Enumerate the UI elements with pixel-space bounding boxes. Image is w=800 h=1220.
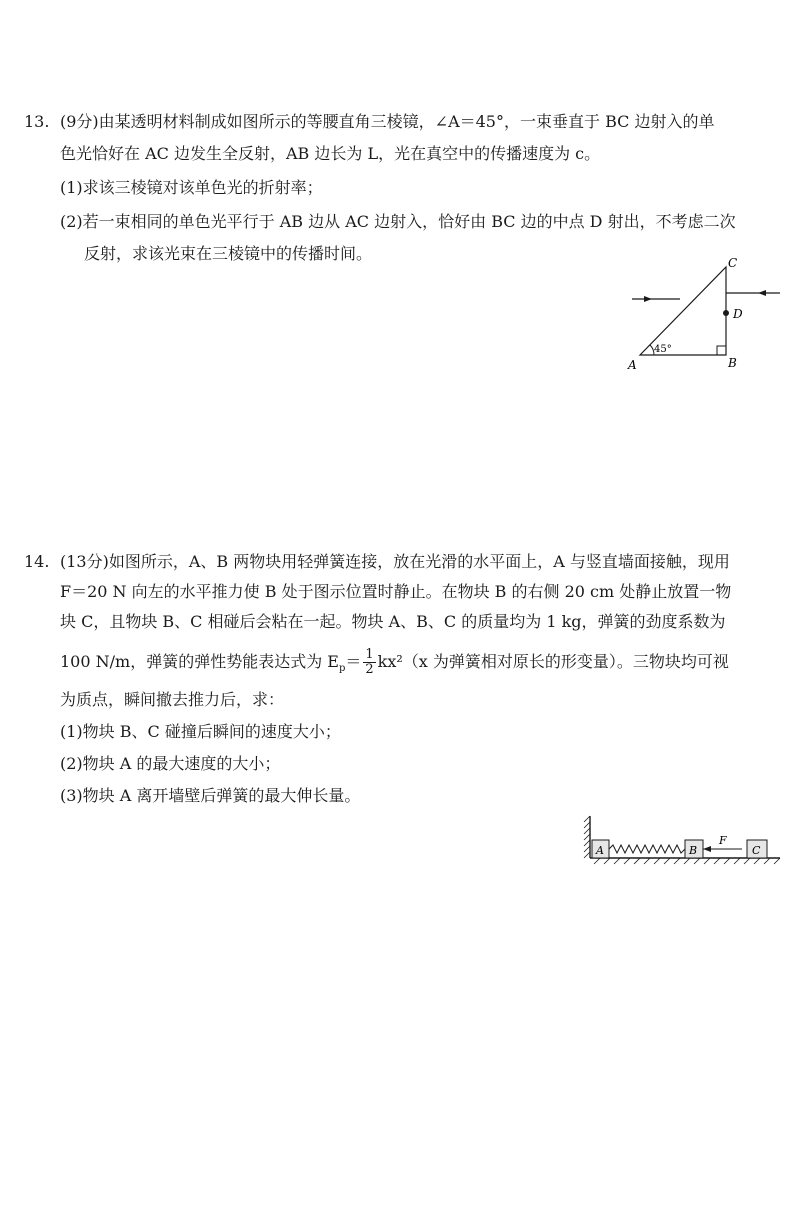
question-text-line-formula bbox=[60, 646, 729, 685]
label-d: D bbox=[733, 307, 743, 321]
label-a: A bbox=[628, 358, 637, 372]
midpoint-d-dot bbox=[723, 310, 729, 316]
fraction bbox=[363, 648, 375, 677]
block-b-label: B bbox=[689, 844, 698, 857]
arrow-left-icon bbox=[758, 290, 766, 296]
wall-hatching bbox=[584, 816, 590, 858]
sub-question-2: (2)若一束相同的单色光平行于 AB 边从 AC 边射入，恰好由 BC 边的中点 D 射出，不考虑二次 bbox=[60, 212, 736, 231]
question-text-line: (9分)由某透明材料制成如图所示的等腰直角三棱镜，∠A＝45°，一束垂直于 BC 边射入的单 bbox=[60, 112, 715, 131]
sub-question-2: (2)物块 A 的最大速度的大小； bbox=[60, 754, 281, 773]
formula-equals: ＝ bbox=[345, 652, 362, 671]
question-text-line: 块 C，且物块 B、C 相碰后会粘在一起。物块 A、B、C 的质量均为 1 kg，弹簧的劲度系数为 bbox=[60, 612, 726, 631]
spring-blocks-figure bbox=[580, 810, 785, 870]
right-angle-mark bbox=[717, 346, 726, 355]
block-a-label: A bbox=[596, 844, 604, 857]
question-number: 14. bbox=[24, 552, 50, 571]
angle-label: 45° bbox=[654, 344, 672, 355]
formula-suffix: kx²（x 为弹簧相对原长的形变量）。三物块均可视 bbox=[377, 652, 729, 671]
formula-prefix: 100 N/m，弹簧的弹性势能表达式为 E bbox=[60, 652, 339, 671]
question-text-line: (13分)如图所示，A、B 两物块用轻弹簧连接，放在光滑的水平面上，A 与竖直墙面接触，现用 bbox=[60, 552, 730, 571]
question-text-line: 色光恰好在 AC 边发生全反射，AB 边长为 L，光在真空中的传播速度为 c。 bbox=[60, 144, 601, 163]
sub-question-1: (1)物块 B、C 碰撞后瞬间的速度大小； bbox=[60, 722, 341, 741]
question-text-line: F＝20 N 向左的水平推力使 B 处于图示位置时静止。在物块 B 的右侧 20 cm 处静止放置一物 bbox=[60, 582, 732, 601]
force-label: F bbox=[719, 834, 727, 847]
formula-subscript: p bbox=[338, 663, 346, 675]
block-c-label: C bbox=[752, 844, 761, 857]
spring bbox=[609, 845, 685, 853]
ground-hatching bbox=[594, 858, 780, 864]
label-c: C bbox=[728, 256, 738, 270]
arrow-left-icon bbox=[703, 846, 711, 852]
arrow-right-icon bbox=[644, 296, 652, 302]
fraction-numerator: 1 bbox=[365, 647, 374, 662]
question-number: 13. bbox=[24, 112, 50, 131]
sub-question-1: (1)求该三棱镜对该单色光的折射率； bbox=[60, 178, 323, 197]
prism-triangle bbox=[640, 267, 726, 355]
sub-question-3: (3)物块 A 离开墙壁后弹簧的最大伸长量。 bbox=[60, 786, 361, 805]
prism-figure bbox=[620, 255, 790, 380]
sub-question-2-cont: 反射，求该光束在三棱镜中的传播时间。 bbox=[84, 244, 373, 263]
fraction-denominator: 2 bbox=[365, 662, 374, 677]
label-b: B bbox=[728, 356, 737, 370]
question-text-line: 为质点，瞬间撤去推力后，求： bbox=[60, 690, 285, 709]
